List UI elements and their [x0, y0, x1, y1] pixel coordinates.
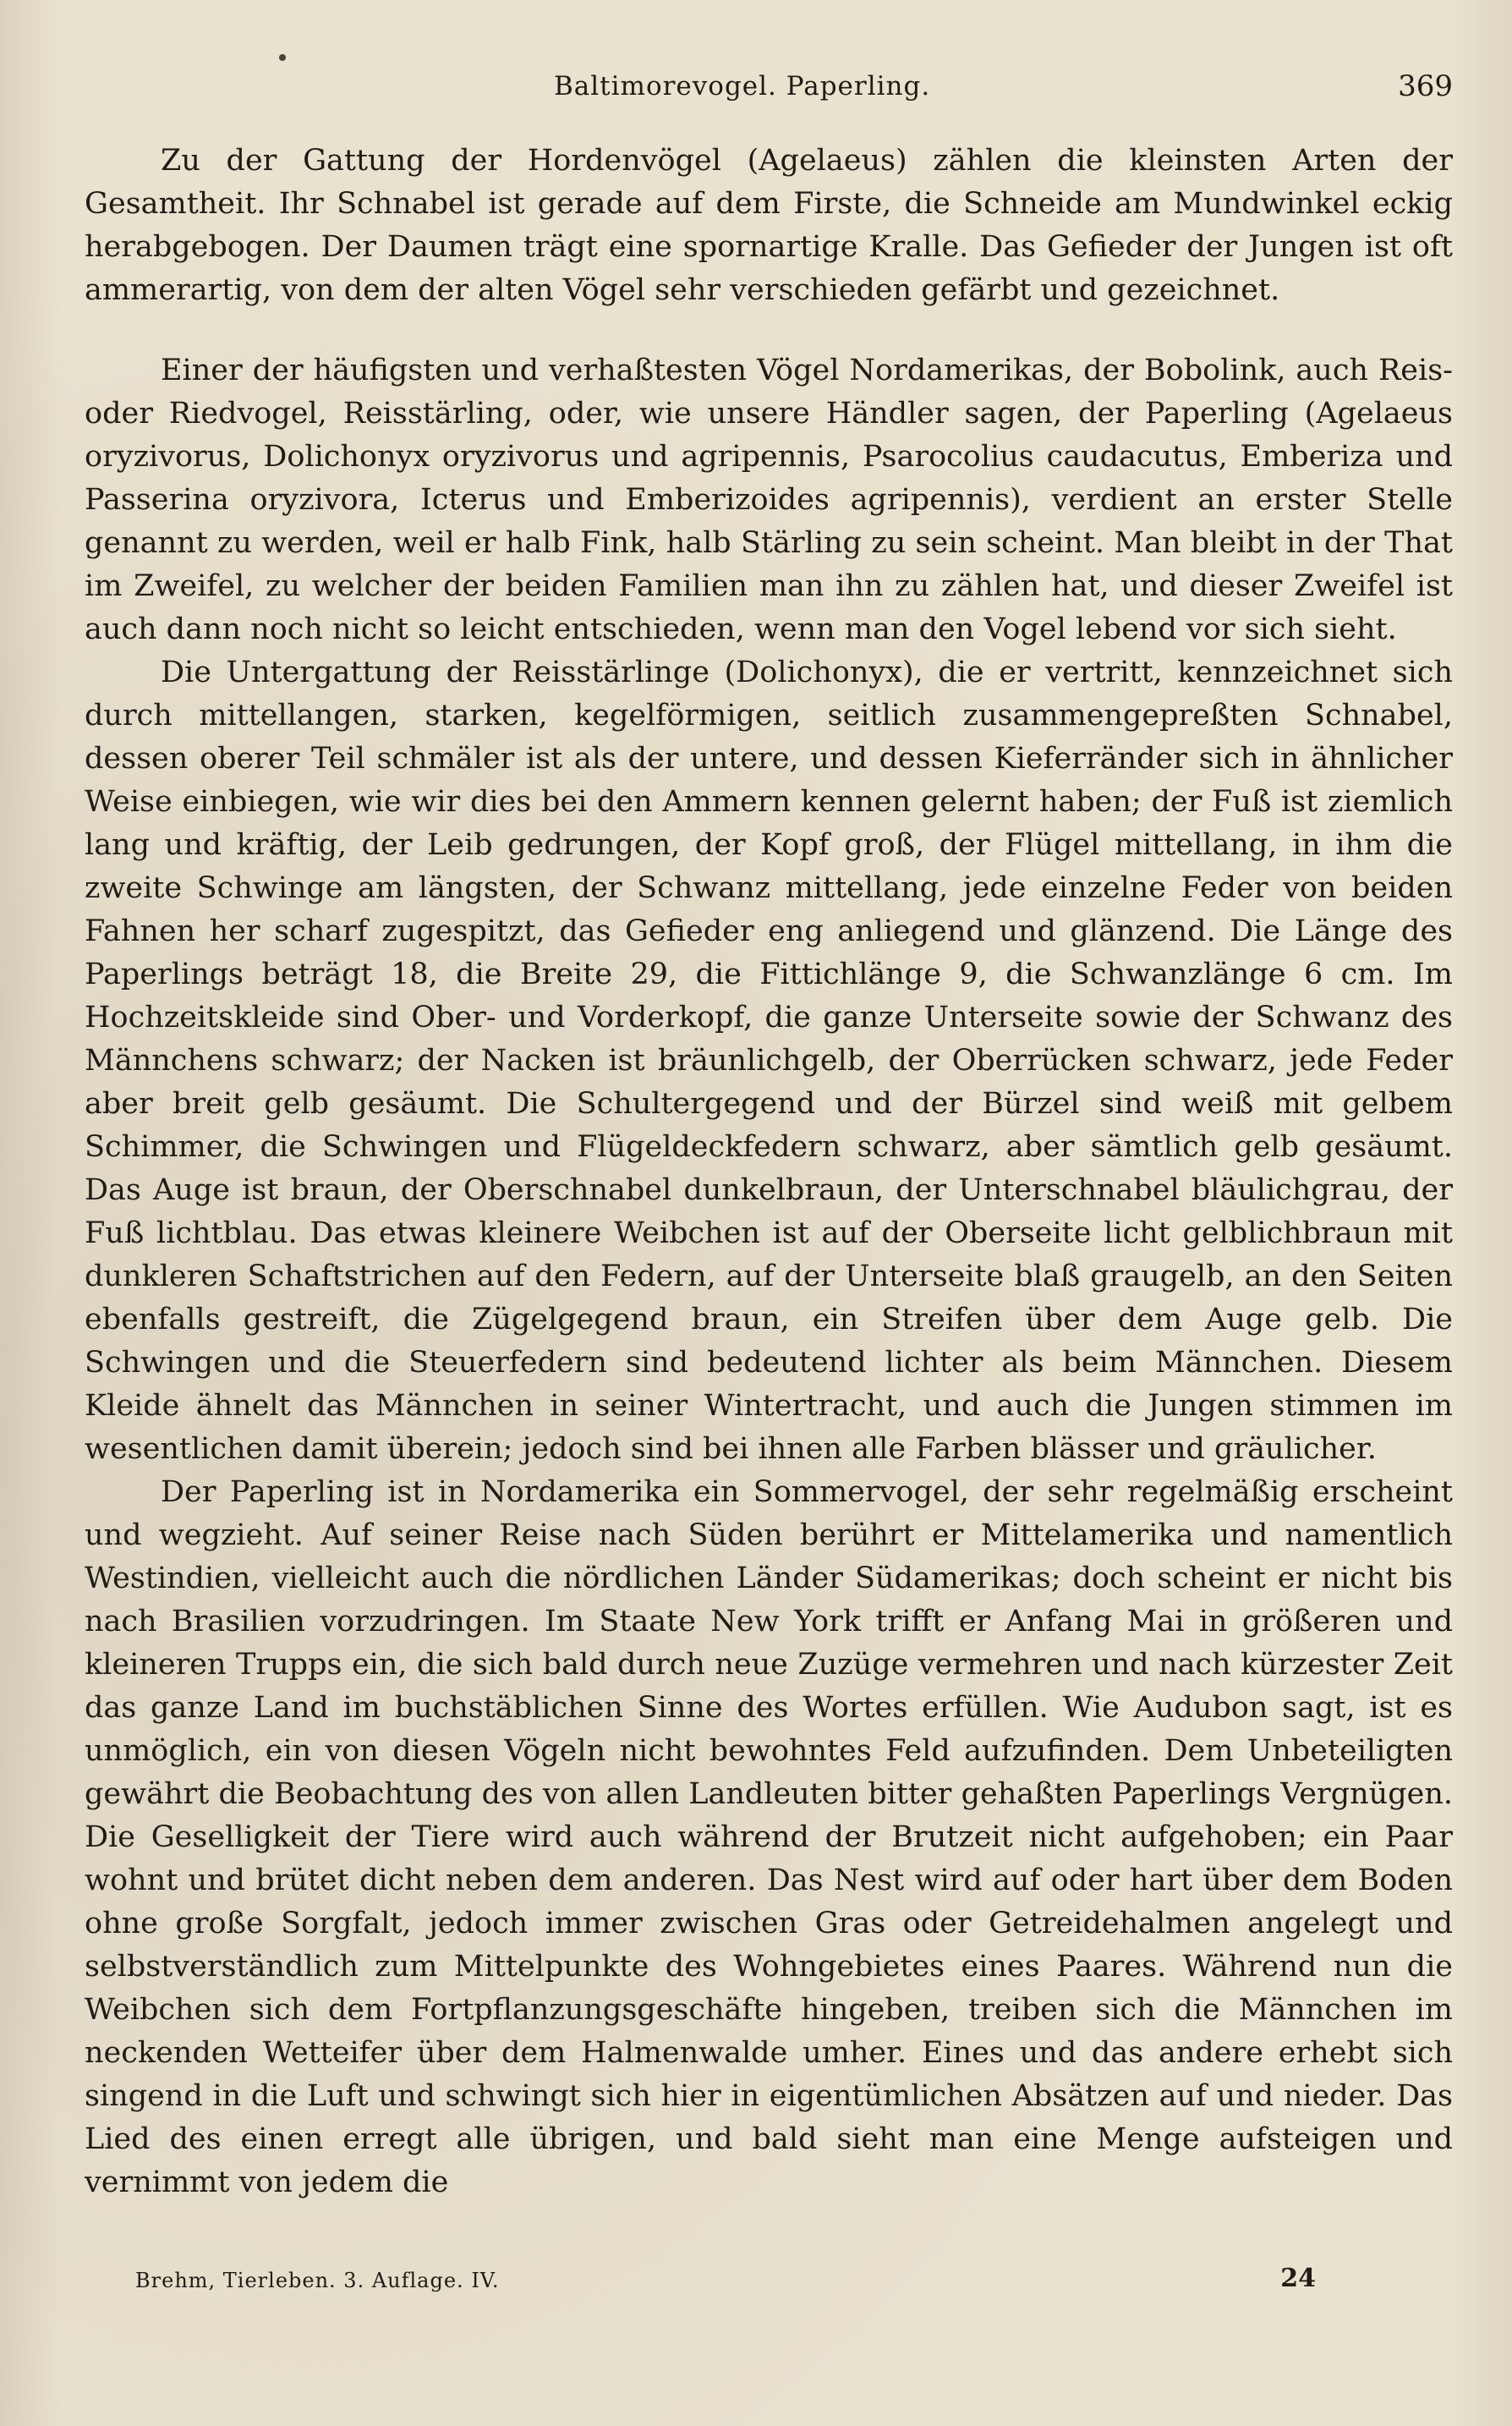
- paragraph-genus-intro: Zu der Gattung der Hordenvögel (Agelaeus) zählen die kleinsten Arten der Gesamtheit. Ihr Schnabel ist gerade auf dem Firste, die Schneide am Mundwinkel eckig herabgebogen. Der Daumen trägt eine spornartige Kralle. Das Gefieder der Jungen ist oft ammerartig, von dem der alten Vögel sehr verschieden gefärbt und gezeichnet.: [85, 144, 1453, 307]
- paragraph-bobolink-intro: Einer der häufigsten und verhaßtesten Vögel Nordamerikas, der Bobolink, auch Reis- oder Riedvogel, Reisstärling, oder, wie unsere Händler sagen, der Paperling (Agelaeus oryzivorus, Dolichonyx oryzivorus und agripennis, Psarocolius caudacutus, Emberiza und Passerina oryzivora, Icterus und Emberizoides agripennis), verdient an erster Stelle genannt zu werden, weil er halb Fink, halb Stärling zu sein scheint. Man bleibt in der That im Zweifel, zu welcher der beiden Familien man ihn zu zählen hat, und dieser Zweifel ist auch dann noch nicht so leicht entschieden, wenn man den Vogel lebend vor sich sieht.: [85, 354, 1453, 646]
- page-footer: [135, 2264, 1316, 2297]
- paragraph-distribution: Der Paperling ist in Nordamerika ein Sommervogel, der sehr regelmäßig erscheint und wegzieht. Auf seiner Reise nach Süden berührt er Mittelamerika und namentlich Westindien, vielleicht auch die nördlichen Länder Südamerikas; doch scheint er nicht bis nach Brasilien vorzudringen. Im Staate New York trifft er Anfang Mai in größeren und kleineren Trupps ein, die sich bald durch neue Zuzüge vermehren und nach kürzester Zeit das ganze Land im buchstäblichen Sinne des Wortes erfüllen. Wie Audubon sagt, ist es unmöglich, ein von diesen Vögeln nicht bewohntes Feld aufzufinden. Dem Unbeteiligten gewährt die Beobachtung des von allen Landleuten bitter gehaßten Paperlings Vergnügen. Die Geselligkeit der Tiere wird auch während der Brutzeit nicht aufgehoben; ein Paar wohnt und brütet dicht neben dem anderen. Das Nest wird auf oder hart über dem Boden ohne große Sorgfalt, jedoch immer zwischen Gras oder Getreidehalmen angelegt und selbstverständlich zum Mittelpunkte des Wohngebietes eines Paares. Während nun die Weibchen sich dem Fortpflanzungsgeschäfte hingeben, treiben sich die Männchen im neckenden Wetteifer über dem Halmenwalde umher. Eines und das andere erhebt sich singend in die Luft und schwingt sich hier in eigentümlichen Absätzen auf und nieder. Das Lied des einen erregt alle übrigen, und bald sieht man eine Menge aufsteigen und vernimmt von jedem die: [85, 1475, 1453, 2199]
- signature-mark: 24: [1280, 2264, 1316, 2293]
- book-imprint: Brehm, Tierleben. 3. Auflage. IV.: [135, 2269, 500, 2292]
- page-header: [85, 66, 1453, 117]
- page-body: [85, 140, 1453, 2204]
- page-number: 369: [1398, 69, 1453, 103]
- ink-speck: [279, 54, 286, 61]
- running-title: Baltimorevogel. Paperling.: [554, 71, 931, 102]
- paragraph-description: Die Untergattung der Reisstärlinge (Dolichonyx), die er vertritt, kennzeichnet sich durch mittellangen, starken, kegelförmigen, seitlich zusammengepreßten Schnabel, dessen oberer Teil schmäler ist als der untere, und dessen Kieferränder sich in ähnlicher Weise einbiegen, wie wir dies bei den Ammern kennen gelernt haben; der Fuß ist ziemlich lang und kräftig, der Leib gedrungen, der Kopf groß, der Flügel mittellang, in ihm die zweite Schwinge am längsten, der Schwanz mittellang, jede einzelne Feder von beiden Fahnen her scharf zugespitzt, das Gefieder eng anliegend und glänzend. Die Länge des Paperlings beträgt 18, die Breite 29, die Fittichlänge 9, die Schwanzlänge 6 cm. Im Hochzeitskleide sind Ober- und Vorderkopf, die ganze Unterseite sowie der Schwanz des Männchens schwarz; der Nacken ist bräunlichgelb, der Oberrücken schwarz, jede Feder aber breit gelb gesäumt. Die Schultergegend und der Bürzel sind weiß mit gelbem Schimmer, die Schwingen und Flügeldeckfedern schwarz, aber sämtlich gelb gesäumt. Das Auge ist braun, der Oberschnabel dunkelbraun, der Unterschnabel bläulichgrau, der Fuß lichtblau. Das etwas kleinere Weibchen ist auf der Oberseite licht gelblichbraun mit dunkleren Schaftstrichen auf den Federn, auf der Unterseite blaß graugelb, an den Seiten ebenfalls gestreift, die Zügelgegend braun, ein Streifen über dem Auge gelb. Die Schwingen und die Steuerfedern sind bedeutend lichter als beim Männchen. Diesem Kleide ähnelt das Männchen in seiner Wintertracht, und auch die Jungen stimmen im wesentlichen damit überein; jedoch sind bei ihnen alle Farben blässer und gräulicher.: [85, 656, 1453, 1466]
